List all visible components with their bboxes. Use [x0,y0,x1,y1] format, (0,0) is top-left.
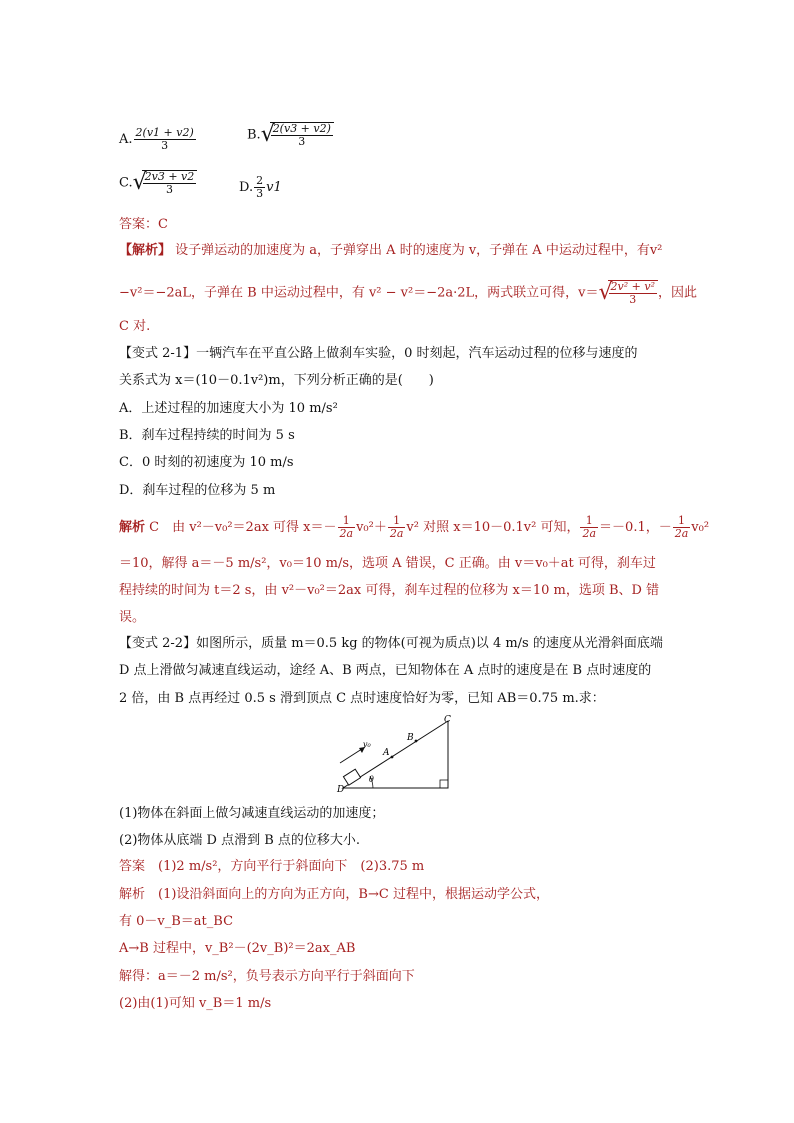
analysis-2-line1: 解析 C 由 v²－v₀²＝2ax 可得 x＝－ $\frac{1}{2a}$ v₀²＋ $\frac{1}{2a}$ v² 对照 x＝10－0.1v² 可知， $\frac{1}{2a}$ ＝－0.1，－ $\frac{1}{2a}$ v₀² [119,514,710,540]
right-angle-mark [440,780,448,788]
question-1: (1)物体在斜面上做匀减速直线运动的加速度； [119,806,385,821]
variant-2-1-option-a: A．上述过程的加速度大小为 10 m/s² [119,401,338,416]
solution-line3: A→B 过程中，v_B²－(2v_B)²＝2ax_AB [119,941,356,956]
solution-line5: (2)由(1)可知 v_B＝1 m/s [119,996,272,1011]
analysis-1-line1: 【解析】 设子弹运动的加速度为 a，子弹穿出 A 时的速度为 v，子弹在 A 中运动过程中，有v² [119,243,663,258]
variant-2-1-line2: 关系式为 x＝(10－0.1v²)m，下列分析正确的是( ) [119,373,434,388]
label-theta: θ [369,775,374,784]
analysis-2-line4: 误。 [119,610,146,625]
analysis-2-line2: ＝10，解得 a＝－5 m/s²，v₀＝10 m/s，选项 A 错误，C 正确。由 v＝v₀＋at 可得，刹车过 [119,556,656,571]
option-a: A. $\frac{2(v1 + v2)}{3}$ [119,126,194,152]
solution-line4: 解得：a＝－2 m/s²，负号表示方向平行于斜面向下 [119,969,415,984]
option-d: D. $\frac{2}{3}$ v1 [239,174,282,200]
solution-answer: 答案 (1)2 m/s²，方向平行于斜面向下 (2)3.75 m [119,859,425,874]
analysis-1-line3: C 对. [119,319,151,334]
point-b [415,740,418,743]
block-shape [343,769,360,785]
variant-2-2-line2: D 点上滑做匀减速直线运动，途经 A、B 两点，已知物体在 A 点时的速度是在 B 点时速度的 [119,663,652,678]
analysis-2-line3: 程持续的时间为 t＝2 s，由 v²－v₀²＝2ax 可得，刹车过程的位移为 x＝10 m，选项 B、D 错 [119,583,660,598]
variant-2-1-line1: 【变式 2-1】一辆汽车在平直公路上做刹车实验，0 时刻起，汽车运动过程的位移与速度的 [119,346,638,361]
variant-2-2-line1: 【变式 2-2】如图所示，质量 m＝0.5 kg 的物体(可视为质点)以 4 m/s 的速度从光滑斜面底端 [119,636,663,651]
label-b: B [407,733,414,743]
variant-2-2-line3: 2 倍，由 B 点再经过 0.5 s 滑到顶点 C 点时速度恰好为零，已知 AB＝0.75 m.求： [119,691,605,706]
analysis-1-line2: −v²＝−2aL，子弹在 B 中运动过程中，有 v² − v²＝−2a·2L，两式联立可得，v＝ √ $\frac{\text{2v² + v²}}{3}$ ，因此 [119,280,697,306]
point-a [391,756,394,759]
answer-1: 答案：C [119,217,168,232]
variant-2-1-option-b: B．刹车过程持续的时间为 5 s [119,428,295,443]
option-b: B. √ $\frac{2(v3 + v2)}{3}$ [247,122,334,148]
variant-2-1-option-c: C．0 时刻的初速度为 10 m/s [119,455,294,470]
variant-2-1-option-d: D．刹车过程的位移为 5 m [119,483,276,498]
option-c: C. √ $\frac{2v3 + v2}{3}$ [119,170,197,196]
label-c: C [444,715,451,725]
label-d: D [337,785,345,793]
label-a: A [383,748,390,758]
solution-line2: 有 0－v_B＝at_BC [119,914,234,929]
incline-diagram [335,713,460,793]
label-v0: v₀ [363,740,371,749]
incline-figure [335,713,460,793]
solution-line1: 解析 (1)设沿斜面向上的方向为正方向，B→C 过程中，根据运动学公式， [119,887,549,902]
question-2: (2)物体从底端 D 点滑到 B 点的位移大小. [119,833,361,848]
